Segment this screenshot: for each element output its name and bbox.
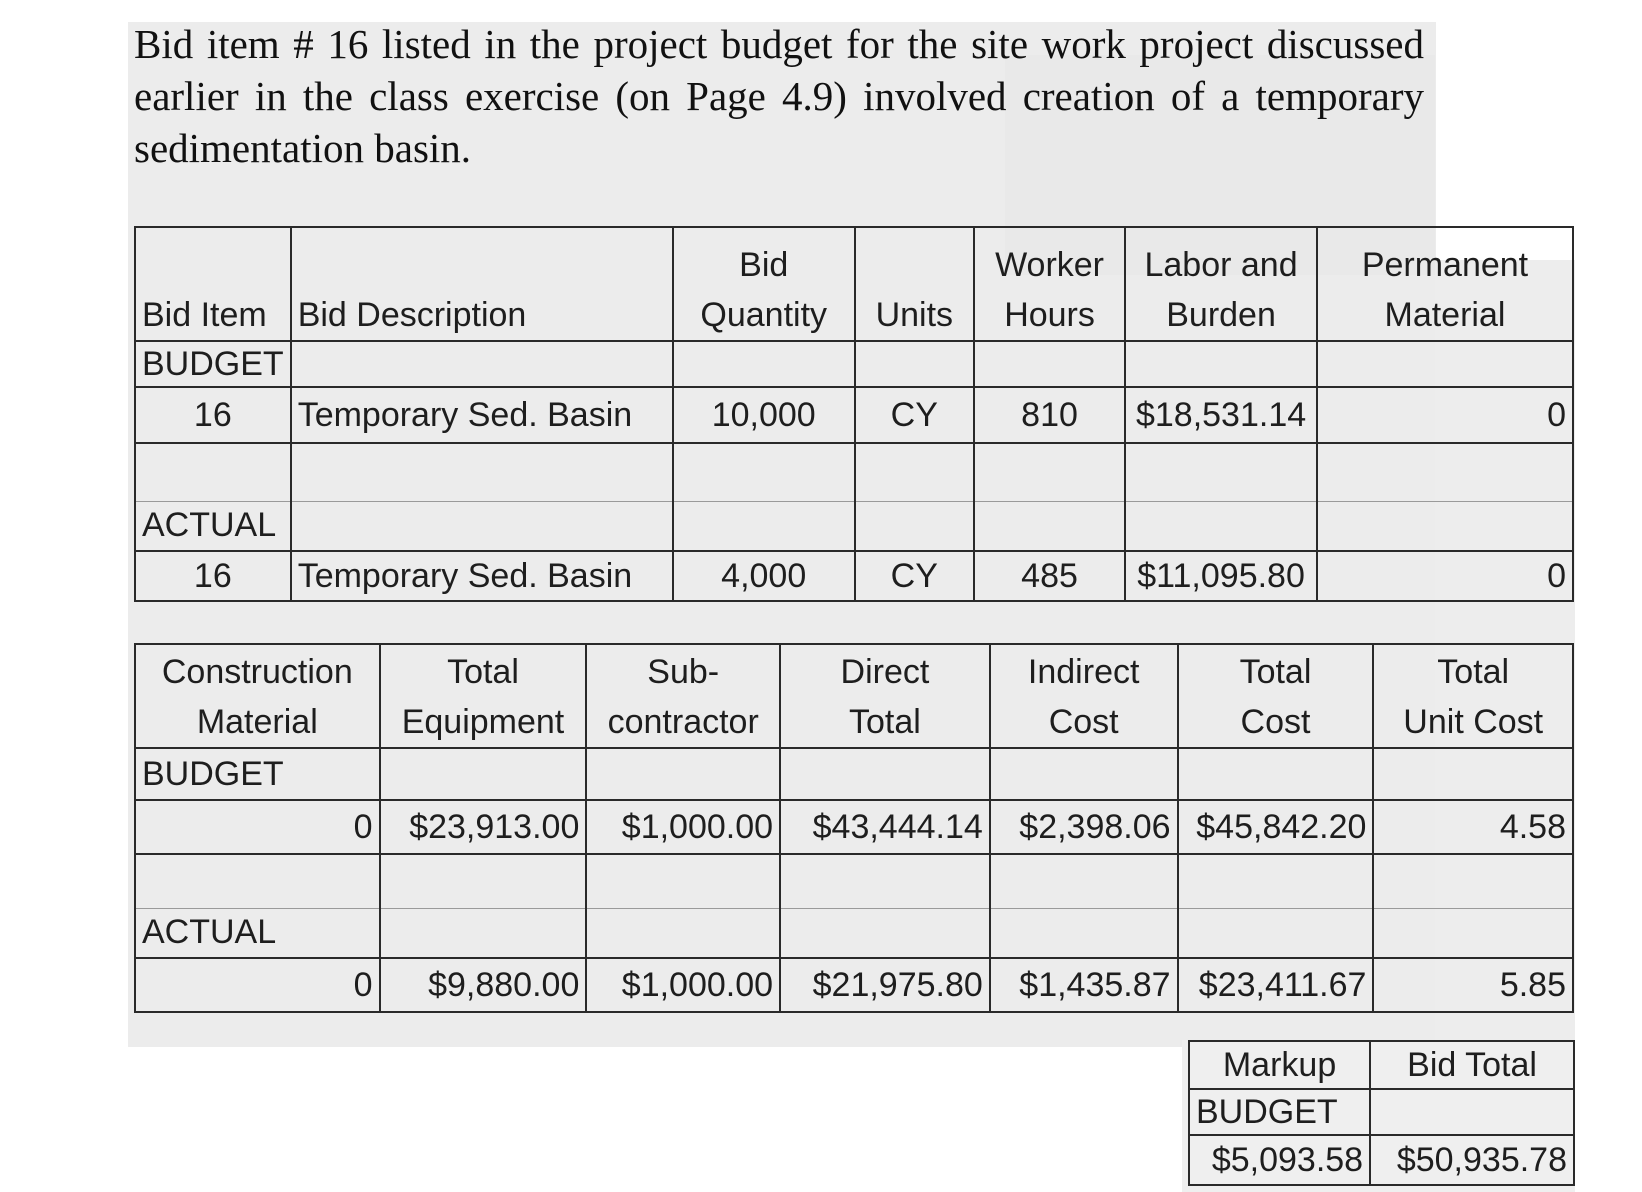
header-units: Units (855, 227, 974, 341)
actual-total-equipment: $9,880.00 (380, 958, 587, 1012)
header-construction-material (135, 644, 380, 748)
header-bid-quantity-line2: Quantity (700, 296, 828, 334)
actual-subcontractor: $1,000.00 (586, 958, 780, 1012)
bid-item-table (134, 226, 1574, 602)
actual-worker-hours: 485 (974, 551, 1125, 601)
table-row (135, 551, 1573, 601)
actual-labor: $11,095.80 (1125, 551, 1317, 601)
actual-permanent: 0 (1317, 551, 1573, 601)
header-bid-total: Bid Total (1370, 1041, 1574, 1089)
header-permanent-material (1317, 227, 1573, 341)
actual-quantity: 4,000 (673, 551, 855, 601)
table-row (135, 800, 1573, 854)
actual-item-number: 16 (135, 551, 291, 601)
header-subcontractor (586, 644, 780, 748)
intro-paragraph: Bid item # 16 listed in the project budget for the site work project discussed earlier in the class exercise (on Page 4.9) involved creation of a temporary sedimentation basin. (134, 21, 1424, 171)
budget-total-unit-cost: 4.58 (1373, 800, 1573, 854)
table-row (135, 387, 1573, 443)
header-direct-line2: Total (849, 703, 921, 741)
header-bid-description: Bid Description (291, 227, 673, 341)
budget-subcontractor: $1,000.00 (586, 800, 780, 854)
header-total-unit-cost (1373, 644, 1573, 748)
header-bid-item: Bid Item (135, 227, 291, 341)
budget-labor: $18,531.14 (1125, 387, 1317, 443)
table-row (135, 748, 1573, 800)
table-row (1189, 1089, 1574, 1135)
actual-label: ACTUAL (135, 501, 291, 551)
actual-construction-material: 0 (135, 958, 380, 1012)
actual-description: Temporary Sed. Basin (291, 551, 673, 601)
budget-label: BUDGET (135, 341, 291, 387)
header-worker-hours-line1: Worker (995, 246, 1105, 284)
budget-quantity: 10,000 (673, 387, 855, 443)
markup-table (1188, 1040, 1575, 1186)
table-header-row (135, 227, 1573, 341)
actual-units: CY (855, 551, 974, 601)
table-row (135, 341, 1573, 387)
header-total-equipment (380, 644, 587, 748)
actual-total-unit-cost: 5.85 (1373, 958, 1573, 1012)
header-labor-line2: Burden (1166, 296, 1276, 334)
header-bid-quantity-line1: Bid (739, 246, 789, 284)
header-construction-line2: Material (196, 703, 318, 741)
budget-permanent: 0 (1317, 387, 1573, 443)
budget-units: CY (855, 387, 974, 443)
header-sub-line2: contractor (607, 703, 759, 741)
table-header-row (1189, 1041, 1574, 1089)
header-bid-quantity (673, 227, 855, 341)
table-row (135, 908, 1573, 958)
budget-total-equipment: $23,913.00 (380, 800, 587, 854)
budget-indirect-cost: $2,398.06 (990, 800, 1178, 854)
header-indirect-line1: Indirect (1027, 653, 1140, 691)
budget-bid-total: $50,935.78 (1370, 1135, 1574, 1185)
actual-direct-total: $21,975.80 (780, 958, 990, 1012)
header-construction-line1: Construction (161, 653, 353, 691)
header-indirect-cost (990, 644, 1178, 748)
header-direct-line1: Direct (840, 653, 930, 691)
table-row (1189, 1135, 1574, 1185)
header-unit-cost-line1: Total (1437, 653, 1510, 691)
budget-construction-material: 0 (135, 800, 380, 854)
table-row (135, 501, 1573, 551)
header-labor-burden (1125, 227, 1317, 341)
budget-worker-hours: 810 (974, 387, 1125, 443)
budget-label: BUDGET (135, 748, 380, 800)
header-total-cost-line2: Cost (1240, 703, 1311, 741)
header-markup: Markup (1189, 1041, 1370, 1089)
table-header-row (135, 644, 1573, 748)
cost-summary-table (134, 643, 1574, 1013)
header-total-cost (1178, 644, 1374, 748)
actual-label: ACTUAL (135, 908, 380, 958)
header-indirect-line2: Cost (1048, 703, 1119, 741)
header-sub-line1: Sub- (647, 653, 720, 691)
budget-label: BUDGET (1189, 1089, 1370, 1135)
header-total-cost-line1: Total (1239, 653, 1312, 691)
table-row (135, 958, 1573, 1012)
budget-markup: $5,093.58 (1189, 1135, 1370, 1185)
header-permanent-line1: Permanent (1361, 246, 1529, 284)
actual-total-cost: $23,411.67 (1178, 958, 1374, 1012)
header-unit-cost-line2: Unit Cost (1403, 703, 1544, 741)
budget-item-number: 16 (135, 387, 291, 443)
header-labor-line1: Labor and (1144, 246, 1298, 284)
header-direct-total (780, 644, 990, 748)
header-worker-hours-line2: Hours (1004, 296, 1095, 334)
budget-description: Temporary Sed. Basin (291, 387, 673, 443)
budget-total-cost: $45,842.20 (1178, 800, 1374, 854)
header-worker-hours (974, 227, 1125, 341)
table-row (135, 443, 1573, 501)
table-row (135, 854, 1573, 908)
header-equipment-line1: Total (447, 653, 519, 691)
actual-indirect-cost: $1,435.87 (990, 958, 1178, 1012)
header-equipment-line2: Equipment (401, 703, 565, 741)
budget-direct-total: $43,444.14 (780, 800, 990, 854)
header-permanent-line2: Material (1384, 296, 1506, 334)
